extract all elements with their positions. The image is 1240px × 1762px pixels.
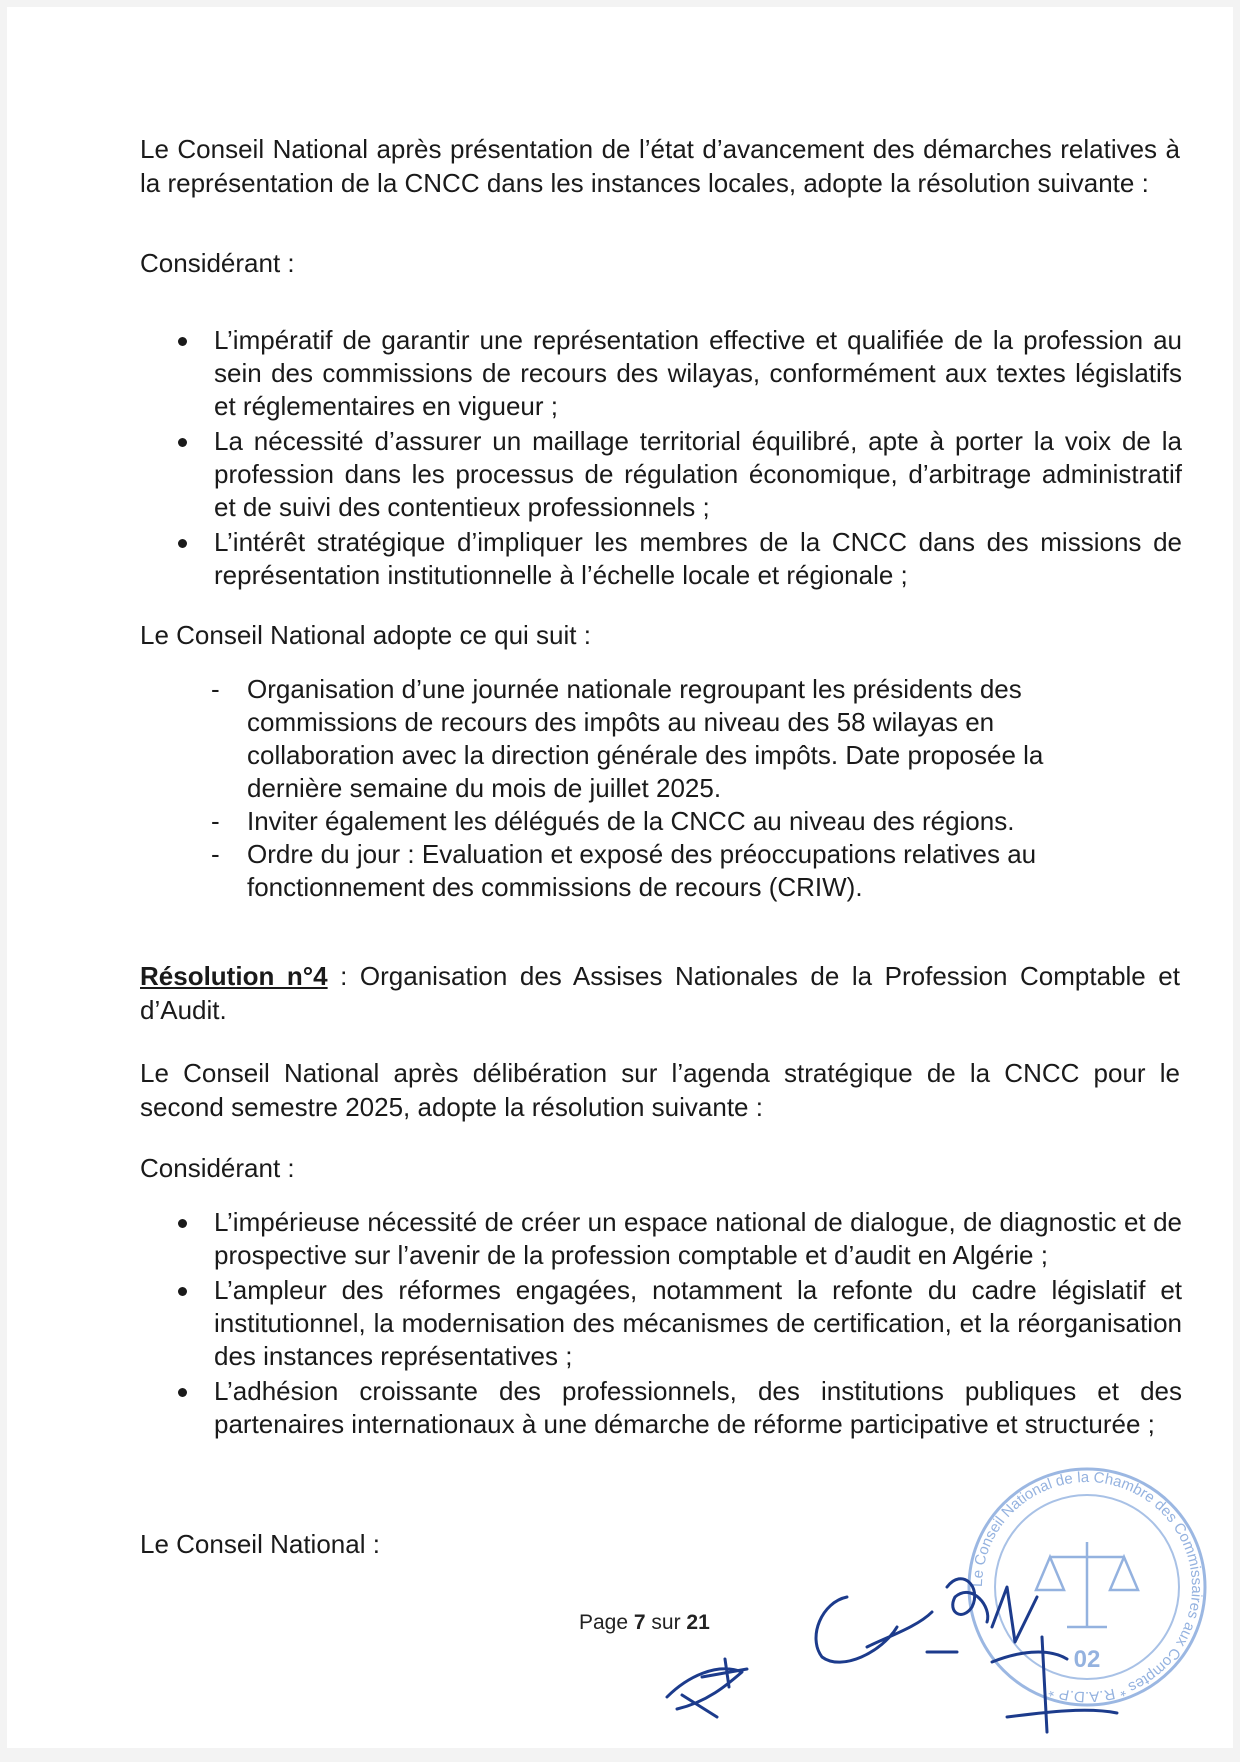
dash-icon: - — [211, 674, 220, 704]
intro-paragraph: Le Conseil National après présentation de l’état d’avancement des démarches relatives à la représentation de la CNCC dans les instances locales, adopte la résolution suivante : — [140, 134, 1180, 198]
closing-line: Le Conseil National : — [140, 1529, 380, 1559]
page-total: 21 — [686, 1611, 710, 1634]
bullet-icon — [178, 1388, 187, 1397]
considerant-heading-1: Considérant : — [140, 248, 295, 278]
signature-icon — [647, 1567, 1207, 1737]
dash-icon: - — [211, 839, 220, 869]
considerant-list-1 — [172, 324, 1182, 594]
adopte-line: Le Conseil National adopte ce qui suit : — [140, 620, 591, 650]
document-page — [7, 7, 1233, 1748]
considerant-list-2 — [172, 1206, 1182, 1443]
list-item: L’impératif de garantir une représentation effective et qualifiée de la profession au sein des commissions de recours des wilayas, conformément aux textes législatifs et réglementaires en vigueur ; — [172, 324, 1182, 423]
bullet-icon — [178, 1219, 187, 1228]
bullet-icon — [178, 337, 187, 346]
resolution-title: : Organisation des Assises Nationales de la Profession Comptable et d’Audit. — [140, 961, 1180, 1025]
bullet-icon — [178, 438, 187, 447]
list-item: - Ordre du jour : Evaluation et exposé des préoccupations relatives au fonctionnement des commissions de recours (CRIW). — [211, 839, 1037, 902]
list-item: - Inviter également les délégués de la CNCC au niveau des régions. — [211, 806, 1015, 836]
list-item: L’intérêt stratégique d’impliquer les membres de la CNCC dans des missions de représentation institutionnelle à l’échelle locale et régionale ; — [172, 526, 1182, 592]
resolution-label: Résolution n°4 — [140, 961, 328, 991]
page-current: 7 — [633, 1611, 646, 1634]
adopted-actions-list — [207, 673, 1137, 904]
considerant-heading-2: Considérant : — [140, 1153, 295, 1183]
list-item: La nécessité d’assurer un maillage territorial équilibré, apte à porter la voix de la profession dans les processus de régulation économique, d’arbitrage administratif et de suivi des contentieux professionnels ; — [172, 425, 1182, 524]
page-footer: Page 7 sur 21 — [579, 1611, 710, 1634]
stamp-number: 02 — [1073, 1646, 1101, 1673]
deliberation-paragraph: Le Conseil National après délibération sur l’agenda stratégique de la CNCC pour le second semestre 2025, adopte la résolution suivante : — [140, 1058, 1180, 1122]
resolution-heading — [140, 959, 1180, 1027]
stamp-text: Le Conseil National de la Chambre des Commissaires aux Comptes * R.A.D.P * — [968, 1468, 1206, 1706]
list-item: L’adhésion croissante des professionnels, des institutions publiques et des partenaires internationaux à une démarche de réforme participative et structurée ; — [172, 1375, 1182, 1441]
dash-icon: - — [211, 806, 220, 836]
list-item: - Organisation d’une journée nationale regroupant les présidents des commissions de recours des impôts au niveau des 58 wilayas en collaboration avec la direction générale des impôts. Date proposée la dernière semaine du mois de juillet 2025. — [211, 674, 1044, 803]
bullet-icon — [178, 1287, 187, 1296]
list-item: L’impérieuse nécessité de créer un espace national de dialogue, de diagnostic et de prospective sur l’avenir de la profession comptable et d’audit en Algérie ; — [172, 1206, 1182, 1272]
list-item: L’ampleur des réformes engagées, notamment la refonte du cadre législatif et institutionnel, la modernisation des mécanismes de certification, et la réorganisation des instances représentatives ; — [172, 1274, 1182, 1373]
bullet-icon — [178, 539, 187, 548]
